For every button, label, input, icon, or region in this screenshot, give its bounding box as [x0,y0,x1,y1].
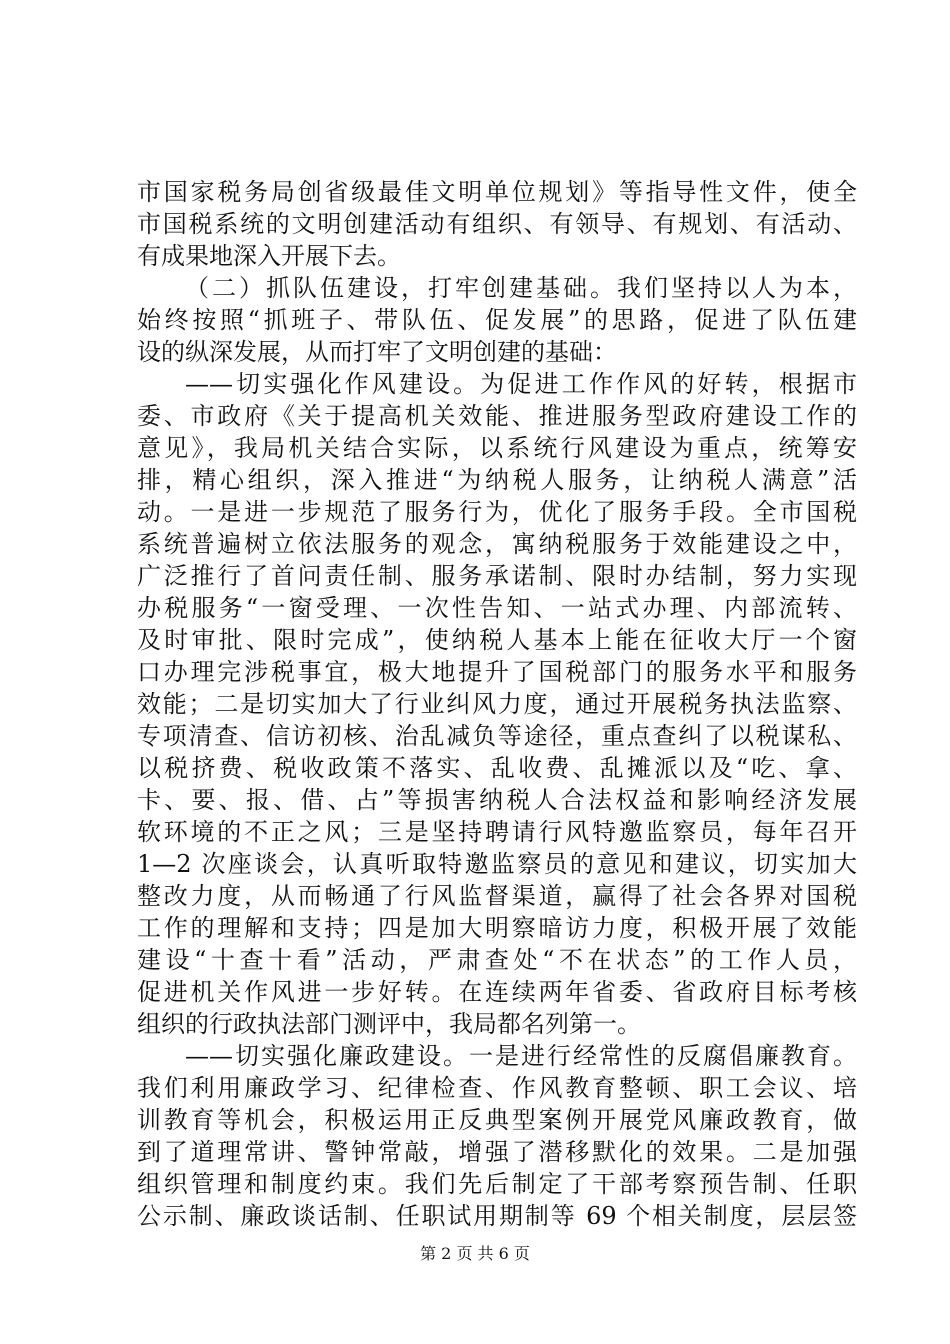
text-line: 委、市政府《关于提高机关效能、推进服务型政府建设工作的 [137,402,857,430]
text-line: ——切实强化作风建设。为促进工作作风的好转，根据市 [185,370,857,398]
text-line: 组织管理和制度约束。我们先后制定了干部考察预告制、任职 [137,1170,857,1198]
text-line: 整改力度，从而畅通了行风监督渠道，赢得了社会各界对国税 [137,882,857,910]
text-line: 我们利用廉政学习、纪律检查、作风教育整顿、职工会议、培 [137,1074,857,1102]
text-line: 排，精心组织，深入推进“为纳税人服务，让纳税人满意”活 [137,466,857,494]
text-line: 工作的理解和支持；四是加大明察暗访力度，积极开展了效能 [137,914,857,942]
text-line: 专项清查、信访初核、治乱减负等途径，重点查纠了以税谋私、 [137,722,857,750]
text-line: 系统普遍树立依法服务的观念，寓纳税服务于效能建设之中， [137,530,857,558]
text-line: 始终按照“抓班子、带队伍、促发展”的思路，促进了队伍建 [137,306,857,334]
text-line: 训教育等机会，积极运用正反典型案例开展党风廉政教育，做 [137,1106,857,1134]
text-line: 设的纵深发展，从而打牢了文明创建的基础： [137,338,617,366]
page-number-footer: 第 2 页 共 6 页 [420,1244,530,1263]
text-line: 意见》，我局机关结合实际，以系统行风建设为重点，统筹安 [137,434,857,462]
text-line: 市国家税务局创省级最佳文明单位规划》等指导性文件，使全 [137,178,857,206]
text-line: 办税服务“一窗受理、一次性告知、一站式办理、内部流转、 [137,594,857,622]
text-line: 1—2 次座谈会，认真听取特邀监察员的意见和建议，切实加大 [137,850,857,878]
text-line: 及时审批、限时完成”，使纳税人基本上能在征收大厅一个窗 [137,626,857,654]
text-line: （二）抓队伍建设，打牢创建基础。我们坚持以人为本， [185,274,857,302]
text-line: 卡、要、报、借、占”等损害纳税人合法权益和影响经济发展 [137,786,857,814]
text-line: 公示制、廉政谈话制、任职试用期制等 69 个相关制度，层层签 [137,1202,857,1230]
text-line: 组织的行政执法部门测评中，我局都名列第一。 [137,1010,641,1038]
text-line: 动。一是进一步规范了服务行为，优化了服务手段。全市国税 [137,498,857,526]
text-line: 到了道理常讲、警钟常敲，增强了潜移默化的效果。二是加强 [137,1138,857,1166]
text-line: 建设“十查十看”活动，严肃查处“不在状态”的工作人员， [137,946,857,974]
text-line: 软环境的不正之风；三是坚持聘请行风特邀监察员，每年召开 [137,818,857,846]
text-line: 市国税系统的文明创建活动有组织、有领导、有规划、有活动、 [137,210,857,238]
text-line: ——切实强化廉政建设。一是进行经常性的反腐倡廉教育。 [185,1042,857,1070]
text-line: 有成果地深入开展下去。 [137,242,401,270]
text-line: 促进机关作风进一步好转。在连续两年省委、省政府目标考核 [137,978,857,1006]
text-line: 以税挤费、税收政策不落实、乱收费、乱摊派以及“吃、拿、 [137,754,857,782]
document-body [137,176,857,1232]
text-line: 口办理完涉税事宜，极大地提升了国税部门的服务水平和服务 [137,658,857,686]
text-line: 效能；二是切实加大了行业纠风力度，通过开展税务执法监察、 [137,690,857,718]
text-line: 广泛推行了首问责任制、服务承诺制、限时办结制，努力实现 [137,562,857,590]
